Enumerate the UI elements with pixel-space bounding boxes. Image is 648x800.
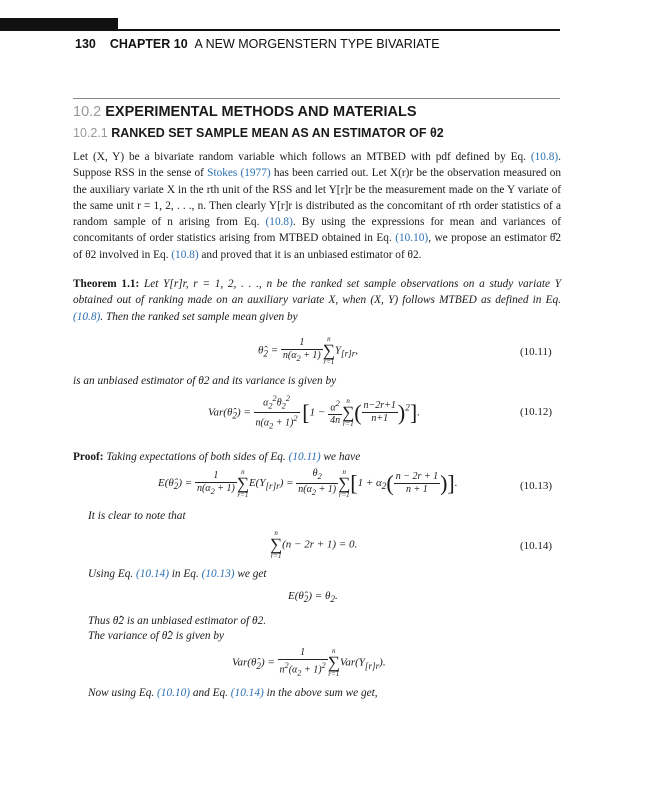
theorem-label: Theorem 1.1: xyxy=(73,278,140,290)
equation-10-13: $E(\thetâ_2)$ = $\frac{1}{n(\alpha_2 + 1)}$ n ∑ r=1 $E(Y_{[r]r})$ = $\frac{\theta_2}{n(\alpha_2 + 1)}$ n ∑ r=1 [$1 + \alpha_2$( $\frac{n - 2r + 1}{n + 1}$ )]. xyxy=(158,467,458,499)
eq-link[interactable]: (10.8) xyxy=(73,310,101,323)
equation-expectation: $E(\thetâ_2) = \theta_2$. xyxy=(288,590,338,605)
using-line: Using Eq. (10.14) in Eq. (10.13) we get xyxy=(88,568,267,580)
section-title: EXPERIMENTAL METHODS AND MATERIALS xyxy=(105,104,417,120)
chapter-title: A NEW MORGENSTERN TYPE BIVARIATE xyxy=(194,37,440,51)
equation-10-14: n ∑ r=1 (n − 2r + 1) = 0. xyxy=(270,529,358,560)
now-line: Now using Eq. (10.10) and Eq. (10.14) in the above sum we get, xyxy=(88,687,378,699)
eq-link[interactable]: (10.14) xyxy=(136,568,169,580)
running-header xyxy=(75,37,440,51)
eq-link[interactable]: (10.14) xyxy=(230,687,264,699)
line-thus: Thus θ̂2 is an unbiased estimator of θ2. xyxy=(88,615,267,627)
section-heading xyxy=(73,104,417,120)
equation-variance-sum: $Var(\thetâ_2)$ = $\frac{1}{n^2(\alpha_2 + 1)^2}$ n ∑ r=1 $Var(Y_{[r]r})$. xyxy=(232,647,386,679)
eq-number-10-13: (10.13) xyxy=(520,480,553,492)
citation-link[interactable]: Stokes (1977) xyxy=(207,167,271,180)
subsection-heading xyxy=(73,126,444,140)
eq-link[interactable]: (10.8) xyxy=(265,216,293,229)
subsection-number: 10.2.1 xyxy=(73,126,108,140)
eq-link[interactable]: (10.8) xyxy=(530,151,559,163)
eq-link[interactable]: (10.10) xyxy=(395,232,429,245)
header-rule xyxy=(0,29,560,31)
eq-link[interactable]: (10.10) xyxy=(157,687,190,699)
eq-link[interactable]: (10.13) xyxy=(201,568,235,580)
theorem-block: Theorem 1.1: Let Y[r]r, r = 1, 2, . . ., n be the ranked set sample observations on a study variate Y obtained out of ranking made on an auxiliary variate X, when (X, Y) follows MTBED as defined in Eq. (10.8). Then the ranked set sample mean given by xyxy=(73,278,561,323)
eq-number-10-11: (10.11) xyxy=(520,346,552,358)
line-variance: The variance of θ̂2 is given by xyxy=(88,630,225,642)
section-rule xyxy=(73,98,560,99)
page-number: 130 xyxy=(75,37,96,51)
line-clear: It is clear to note that xyxy=(88,510,186,522)
proof-label: Proof: xyxy=(73,451,104,463)
paragraph-intro: Let (X, Y) be a bivariate random variable which follows an MTBED with pdf defined by Eq. (10.8). Suppose RSS in the sense of Stokes (1977) has been carried out. Let X(r)r be the observation measured on the auxiliary variate X in the rth unit of the RSS and let Y[r]r be the measurement made on the Y variate of the same unit r = 1, 2, . . ., n. Then clearly Y[r]r is distributed as the concomitant of rth order statistics of a random sample of n arising from Eq. (10.8). By using the expressions for mean and variances of concomitants of order statistics arising from MTBED obtained in Eq. (10.10), we propose an estimator θ̂2 of θ2 involved in Eq. (10.8) and proved that it is an unbiased estimator of θ2. xyxy=(73,151,561,261)
proof-line: Proof: Taking expectations of both sides of Eq. (10.11) we have xyxy=(73,451,361,463)
equation-10-12: $Var(\thetâ_2)$ = $\frac{\alpha_2^2\theta_2^2}{n(\alpha_2 + 1)^2}$ [1 − $\frac{\alpha^2}{4n}$ n ∑ r=1 ( $\frac{n-2r+1}{n+1}$ )$^2$]. xyxy=(208,394,420,431)
subsection-title: RANKED SET SAMPLE MEAN AS AN ESTIMATOR OF θ2 xyxy=(111,126,444,140)
eq-link[interactable]: (10.8) xyxy=(171,248,199,261)
chapter-label: CHAPTER 10 xyxy=(109,37,188,51)
section-number: 10.2 xyxy=(73,104,102,120)
eq-number-10-14: (10.14) xyxy=(520,540,553,552)
equation-10-11: $\thetâ_2$ = $\frac{1}{n(\alpha_2 + 1)}$ n ∑ r=1 $Y_{[r]r}$, xyxy=(258,335,359,366)
line-unbiased: is an unbiased estimator of θ2 and its variance is given by xyxy=(73,375,337,387)
eq-link[interactable]: (10.11) xyxy=(288,451,321,463)
eq-number-10-12: (10.12) xyxy=(520,406,553,418)
